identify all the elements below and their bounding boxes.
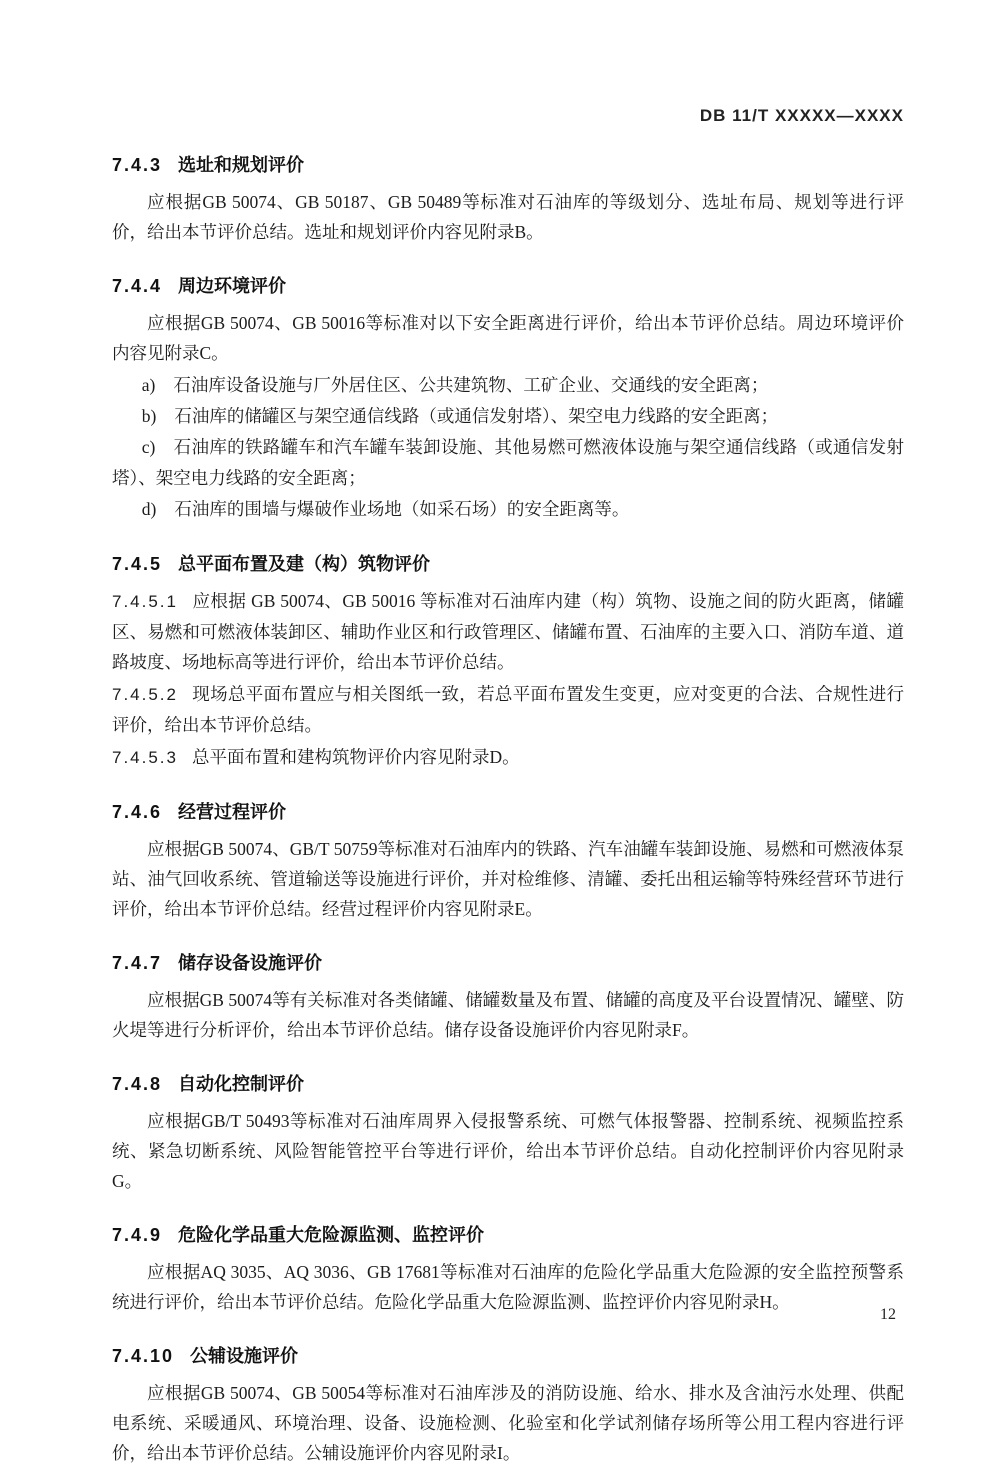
section-title: 总平面布置及建（构）筑物评价 [178, 554, 431, 574]
section-title: 周边环境评价 [178, 276, 287, 296]
section-title: 危险化学品重大危险源监测、监控评价 [178, 1225, 485, 1245]
standard-code-header: DB 11/T XXXXX—XXXX [699, 106, 904, 125]
list-marker: a) [141, 375, 156, 395]
section-title: 经营过程评价 [178, 802, 287, 822]
paragraph: 应根据GB 50074、GB 50016等标准对以下安全距离进行评价，给出本节评价总结。周边环境评价内容见附录C。 [112, 313, 904, 363]
clause-text: 总平面布置和建构筑物评价内容见附录D。 [192, 747, 520, 767]
paragraph: 应根据GB 50074、GB/T 50759等标准对石油库内的铁路、汽车油罐车装卸设施、易燃和可燃液体泵站、油气回收系统、管道输送等设施进行评价，并对检维修、清罐、委托出租运输等特殊经营环节进行评价，给出本节评价总结。经营过程评价内容见附录E。 [112, 839, 904, 919]
section-title: 储存设备设施评价 [178, 953, 323, 973]
list-item [112, 432, 904, 494]
paragraph: 应根据GB 50074、GB 50187、GB 50489等标准对石油库的等级划分、选址布局、规划等进行评价，给出本节评价总结。选址和规划评价内容见附录B。 [112, 192, 904, 242]
list-item-text: 石油库设备设施与厂外居住区、公共建筑物、工矿企业、交通线的安全距离； [173, 375, 769, 395]
section-number: 7.4.7 [112, 953, 163, 973]
section-heading-7-4-7 [112, 951, 904, 975]
page-number: 12 [880, 1306, 896, 1323]
list-item-text: 石油库的储罐区与架空通信线路（或通信发射塔）、架空电力线路的安全距离； [174, 406, 779, 426]
section-title: 自动化控制评价 [178, 1074, 305, 1094]
section-number: 7.4.5 [112, 554, 163, 574]
paragraph: 应根据GB 50074、GB 50054等标准对石油库涉及的消防设施、给水、排水及含油污水处理、供配电系统、采暖通风、环境治理、设备、设施检测、化验室和化学试剂储存场所等公用工程内容进行评价，给出本节评价总结。公辅设施评价内容见附录I。 [112, 1383, 904, 1463]
subsection-paragraph [112, 679, 904, 740]
paragraph: 应根据GB/T 50493等标准对石油库周界入侵报警系统、可燃气体报警器、控制系统、视频监控系统、紧急切断系统、风险智能管控平台等进行评价，给出本节评价总结。自动化控制评价内容见附录G。 [112, 1111, 904, 1191]
clause-number: 7.4.5.3 [112, 748, 178, 767]
section-number: 7.4.8 [112, 1074, 163, 1094]
section-heading-7-4-10 [112, 1344, 904, 1368]
section-heading-7-4-3 [112, 153, 904, 177]
list-marker: c) [141, 437, 156, 457]
list-item-text: 石油库的铁路罐车和汽车罐车装卸设施、其他易燃可燃液体设施与架空通信线路（或通信发射塔）、架空电力线路的安全距离； [112, 437, 904, 488]
section-number: 7.4.9 [112, 1225, 163, 1245]
subsection-paragraph [112, 742, 904, 773]
paragraph: 应根据GB 50074等有关标准对各类储罐、储罐数量及布置、储罐的高度及平台设置情况、罐壁、防火堤等进行分析评价，给出本节评价总结。储存设备设施评价内容见附录F。 [112, 990, 904, 1040]
list-marker: d) [141, 499, 157, 519]
list-marker: b) [141, 406, 157, 426]
list-item [112, 401, 904, 432]
section-heading-7-4-5 [112, 552, 904, 576]
section-number: 7.4.3 [112, 155, 163, 175]
clause-number: 7.4.5.2 [112, 685, 178, 704]
paragraph: 应根据AQ 3035、AQ 3036、GB 17681等标准对石油库的危险化学品重大危险源的安全监控预警系统进行评价，给出本节评价总结。危险化学品重大危险源监测、监控评价内容见附录H。 [112, 1262, 904, 1312]
list-item-text: 石油库的围墙与爆破作业场地（如采石场）的安全距离等。 [174, 499, 630, 519]
section-heading-7-4-9 [112, 1223, 904, 1247]
section-heading-7-4-6 [112, 800, 904, 824]
section-number: 7.4.6 [112, 802, 163, 822]
section-number: 7.4.10 [112, 1346, 175, 1366]
ordered-list [112, 370, 904, 525]
clause-text: 现场总平面布置应与相关图纸一致，若总平面布置发生变更，应对变更的合法、合规性进行评价，给出本节评价总结。 [112, 684, 904, 735]
section-heading-7-4-8 [112, 1072, 904, 1096]
section-number: 7.4.4 [112, 276, 163, 296]
clause-number: 7.4.5.1 [112, 592, 178, 611]
section-title: 选址和规划评价 [178, 155, 305, 175]
list-item [112, 494, 904, 525]
list-item [112, 370, 904, 401]
subsection-paragraph [112, 586, 904, 677]
clause-text: 应根据 GB 50074、GB 50016 等标准对石油库内建（构）筑物、设施之间的防火距离，储罐区、易燃和可燃液体装卸区、辅助作业区和行政管理区、储罐布置、石油库的主要入口、消防车道、道路坡度、场地标高等进行评价，给出本节评价总结。 [112, 591, 904, 672]
section-title: 公辅设施评价 [190, 1346, 299, 1366]
section-heading-7-4-4 [112, 274, 904, 298]
